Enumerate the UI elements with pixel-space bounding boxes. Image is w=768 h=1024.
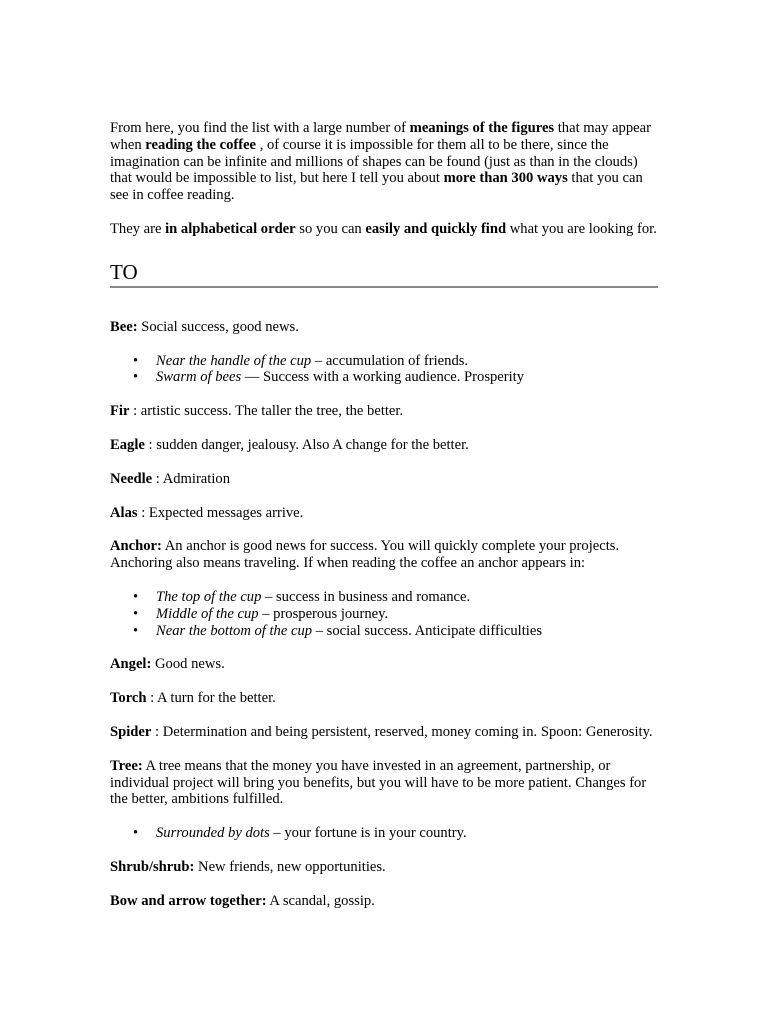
- list-item-text: – success in business and romance.: [261, 588, 471, 605]
- order-text: what you are looking for.: [506, 220, 657, 237]
- intro-bold: reading the coffee: [145, 136, 257, 153]
- entry-term: Needle: [110, 470, 153, 487]
- tree-bullet-list: [110, 825, 658, 842]
- anchor-bullet-list: [110, 589, 658, 639]
- list-item: [156, 589, 658, 606]
- intro-text: , of course it is impossible for them all to be there, since the imagination can be infinite and millions of shapes can be found (just as than in the clouds) that would be impossible to list, but here I tell you about: [110, 136, 638, 187]
- list-item: [156, 606, 658, 623]
- entry-term: Torch: [110, 690, 147, 707]
- intro-text: that may appear when: [110, 120, 651, 153]
- entry-definition: A scandal, gossip.: [266, 892, 375, 909]
- list-item-emphasis: Surrounded by dots: [156, 825, 270, 842]
- order-text: They are: [110, 220, 166, 237]
- entry-bow-and-arrow: [110, 893, 658, 910]
- bee-bullet-list: [110, 353, 658, 387]
- order-bold: in alphabetical order: [165, 220, 296, 237]
- heading-spacer: [110, 288, 658, 319]
- order-text: so you can: [295, 220, 366, 237]
- entry-definition: : A turn for the better.: [146, 690, 276, 707]
- intro-text: that you can see in coffee reading.: [110, 170, 643, 204]
- entry-term: Bee:: [110, 318, 138, 335]
- entry-term: Eagle: [110, 436, 145, 453]
- intro-bold: meanings of the figures: [409, 120, 555, 136]
- list-item-text: – your fortune is in your country.: [269, 825, 467, 842]
- entry-definition: : Admiration: [152, 470, 230, 487]
- document-page: [110, 120, 658, 927]
- entry-definition: : artistic success. The taller the tree, the better.: [129, 403, 404, 420]
- entry-definition: A tree means that the money you have invested in an agreement, partnership, or individual project will bring you benefits, but you will have to be more patient. Changes for the better, ambitions fulfilled.: [110, 757, 647, 808]
- list-item-emphasis: Swarm of bees: [156, 369, 242, 386]
- list-item-text: – accumulation of friends.: [311, 352, 469, 369]
- entry-term: Angel:: [110, 656, 152, 673]
- entry-spider: [110, 724, 658, 741]
- entry-term: Anchor:: [110, 538, 162, 555]
- intro-bold: more than 300 ways: [443, 170, 568, 187]
- entry-definition: An anchor is good news for success. You will quickly complete your projects. Anchoring also means traveling. If when reading the coffee an anchor appears in:: [110, 538, 620, 572]
- entry-term: Tree:: [110, 757, 143, 774]
- entry-definition: : sudden danger, jealousy. Also A change for the better.: [144, 436, 469, 453]
- entry-anchor: [110, 538, 658, 572]
- entry-eagle: [110, 437, 658, 454]
- list-item-emphasis: The top of the cup: [156, 588, 262, 605]
- entry-term: Bow and arrow together:: [110, 892, 267, 909]
- entry-definition: New friends, new opportunities.: [194, 858, 386, 875]
- intro-text: From here, you find the list with a large number of: [110, 120, 410, 136]
- entry-tree: [110, 758, 658, 808]
- order-paragraph: [110, 221, 658, 238]
- order-bold: easily and quickly find: [365, 220, 507, 237]
- entry-definition: Good news.: [151, 656, 225, 673]
- list-item-text: — Success with a working audience. Prosperity: [241, 369, 525, 386]
- list-item-emphasis: Near the bottom of the cup: [156, 622, 313, 639]
- list-item: [156, 369, 658, 386]
- entry-term: Spider: [110, 723, 152, 740]
- entry-definition: : Expected messages arrive.: [137, 504, 304, 521]
- entry-term: Shrub/shrub:: [110, 858, 195, 875]
- list-item-text: – prosperous journey.: [258, 605, 389, 622]
- section-heading: TO: [110, 260, 658, 288]
- entry-term: Alas: [110, 504, 138, 521]
- entry-definition: Social success, good news.: [137, 318, 299, 335]
- entry-shrub: [110, 859, 658, 876]
- list-item: [156, 825, 658, 842]
- entry-fir: [110, 403, 658, 420]
- entry-alas: [110, 505, 658, 522]
- entry-needle: [110, 471, 658, 488]
- list-item-emphasis: Middle of the cup: [156, 605, 259, 622]
- list-item: [156, 623, 658, 640]
- entry-definition: : Determination and being persistent, reserved, money coming in. Spoon: Generosity.: [151, 723, 653, 740]
- entry-bee: [110, 319, 658, 336]
- entry-angel: [110, 656, 658, 673]
- entry-torch: [110, 690, 658, 707]
- intro-paragraph: [110, 120, 658, 204]
- list-item-text: – social success. Anticipate difficulties: [312, 622, 542, 639]
- list-item-emphasis: Near the handle of the cup: [156, 352, 312, 369]
- list-item: [156, 353, 658, 370]
- entry-term: Fir: [110, 403, 130, 420]
